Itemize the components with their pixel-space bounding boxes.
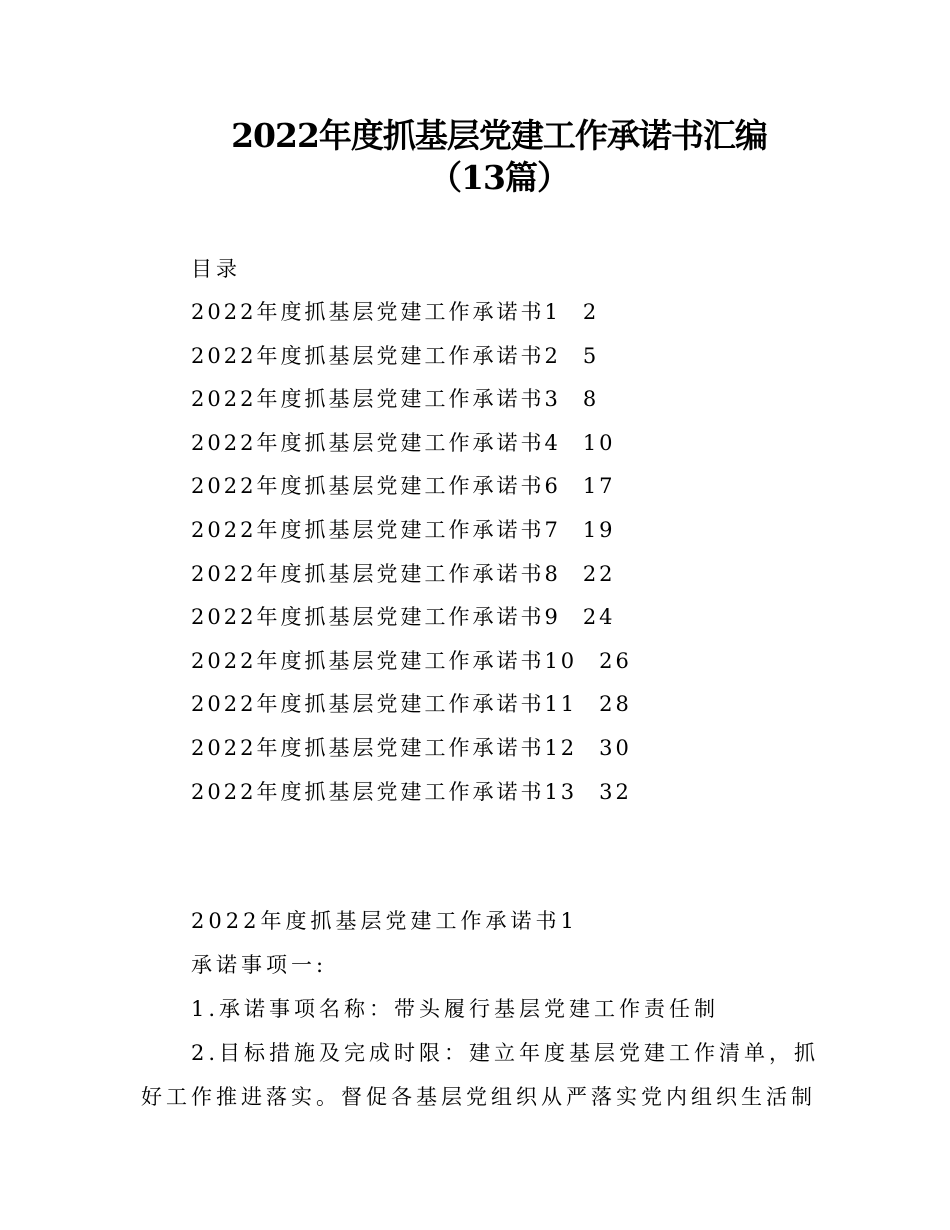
item-name-paragraph: 1.承诺事项名称：带头履行基层党建工作责任制: [191, 997, 720, 1021]
toc-entry[interactable]: [191, 559, 691, 603]
toc-entry-page: 32: [599, 779, 632, 804]
document-subtitle: （13篇）: [429, 158, 569, 197]
toc-entry-page: 26: [599, 648, 632, 673]
toc-entry-title: 2022年度抓基层党建工作承诺书13: [191, 779, 578, 804]
toc-entry[interactable]: [191, 428, 691, 472]
toc-entry-page: 22: [582, 561, 616, 586]
toc-entry[interactable]: [191, 384, 691, 428]
toc-entry-title: 2022年度抓基层党建工作承诺书8: [191, 561, 561, 586]
toc-entry-page: 30: [599, 735, 632, 760]
toc-list: [191, 297, 691, 820]
toc-entry[interactable]: [191, 471, 691, 515]
toc-entry-title: 2022年度抓基层党建工作承诺书3: [191, 387, 561, 412]
toc-entry-title: 2022年度抓基层党建工作承诺书9: [191, 605, 561, 630]
toc-entry[interactable]: [191, 297, 691, 341]
toc-entry-title: 2022年度抓基层党建工作承诺书7: [191, 517, 561, 542]
measures-paragraph-line-1: 2.目标措施及完成时限：建立年度基层党建工作清单，抓: [191, 1041, 820, 1065]
toc-entry-page: 28: [599, 692, 632, 717]
toc-entry-title: 2022年度抓基层党建工作承诺书6: [191, 474, 561, 499]
item-heading: 承诺事项一:: [191, 953, 328, 977]
toc-entry[interactable]: [191, 646, 691, 690]
toc-entry-page: 8: [582, 387, 600, 412]
toc-entry[interactable]: [191, 602, 691, 646]
toc-entry[interactable]: [191, 733, 691, 777]
toc-entry-page: 19: [582, 517, 616, 542]
toc-entry-page: 2: [582, 300, 600, 324]
section-title: 2022年度抓基层党建工作承诺书1: [191, 909, 578, 933]
toc-heading: 目录: [191, 257, 241, 281]
toc-entry-page: 17: [582, 474, 616, 499]
toc-entry-title: 2022年度抓基层党建工作承诺书10: [191, 648, 578, 673]
toc-entry-title: 2022年度抓基层党建工作承诺书11: [191, 692, 578, 717]
toc-entry[interactable]: [191, 515, 691, 559]
measures-paragraph-line-2: 好工作推进落实。督促各基层党组织从严落实党内组织生活制: [141, 1085, 816, 1109]
toc-entry-page: 5: [582, 343, 600, 368]
toc-entry-page: 10: [582, 430, 616, 455]
toc-entry[interactable]: [191, 689, 691, 733]
table-of-contents: [191, 254, 691, 820]
toc-entry-title: 2022年度抓基层党建工作承诺书1: [191, 300, 561, 324]
toc-entry[interactable]: [191, 777, 691, 821]
toc-entry-page: 24: [582, 605, 616, 630]
document-title: 2022年度抓基层党建工作承诺书汇编: [231, 116, 767, 155]
toc-entry-title: 2022年度抓基层党建工作承诺书4: [191, 430, 561, 455]
toc-entry-title: 2022年度抓基层党建工作承诺书12: [191, 735, 578, 760]
toc-entry-title: 2022年度抓基层党建工作承诺书2: [191, 343, 561, 368]
toc-entry[interactable]: [191, 341, 691, 385]
